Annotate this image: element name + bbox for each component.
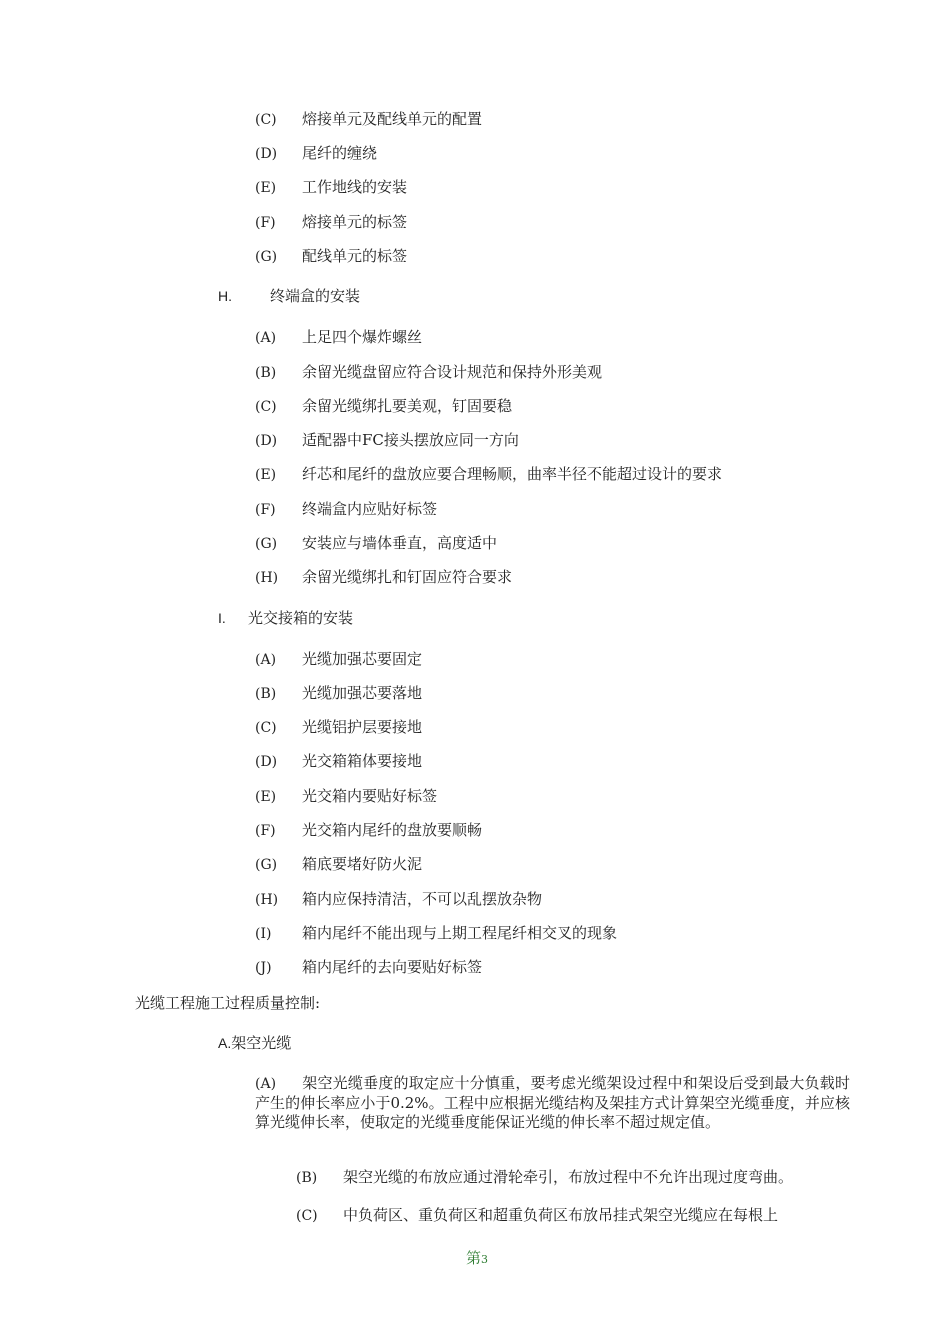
footer-label: 第 (466, 1249, 482, 1267)
list-text: 箱内尾纤不能出现与上期工程尾纤相交叉的现象 (302, 924, 618, 942)
list-text: 光交箱内要贴好标签 (302, 787, 438, 805)
list-item (255, 751, 422, 772)
paragraph-text: 中负荷区、重负荷区和超重负荷区布放吊挂式架空光缆应在每根上 (343, 1206, 779, 1224)
list-marker: (F) (255, 823, 276, 839)
list-text: 箱内尾纤的去向要贴好标签 (302, 958, 483, 976)
list-marker: (C) (255, 399, 277, 415)
list-marker: (A) (255, 652, 277, 668)
list-marker: (C) (255, 112, 277, 128)
list-text: 箱内应保持清洁，不可以乱摆放杂物 (302, 890, 543, 908)
list-item (255, 923, 617, 944)
list-item (255, 786, 437, 807)
list-text: 安装应与墙体垂直，高度适中 (302, 534, 498, 552)
list-item (255, 499, 437, 520)
list-item (255, 683, 422, 704)
list-text: 光缆加强芯要固定 (302, 650, 423, 668)
page-number: 3 (481, 1253, 489, 1266)
list-text: 上足四个爆炸螺丝 (302, 328, 423, 346)
list-item (255, 430, 519, 451)
section-heading-i (218, 608, 353, 628)
list-marker: (F) (255, 502, 276, 518)
list-marker: (G) (255, 857, 278, 873)
list-text: 适配器中FC接头摆放应同一方向 (302, 431, 519, 449)
list-text: 光缆加强芯要落地 (302, 684, 423, 702)
list-text: 纤芯和尾纤的盘放应要合理畅顺，曲率半径不能超过设计的要求 (302, 465, 723, 483)
section-title: 终端盒的安装 (270, 287, 361, 305)
list-marker: (G) (255, 249, 278, 265)
list-text: 熔接单元的标签 (302, 213, 408, 231)
paragraph-a (255, 1074, 850, 1132)
list-item (255, 143, 377, 164)
section-title: 架空光缆 (231, 1034, 292, 1052)
list-text: 配线单元的标签 (302, 247, 408, 265)
list-marker: (F) (255, 215, 276, 231)
list-item (255, 212, 407, 233)
list-item (255, 820, 482, 841)
list-text: 尾纤的缠绕 (302, 144, 378, 162)
section-heading-a (218, 1033, 291, 1053)
list-marker: (G) (255, 536, 278, 552)
list-item (255, 396, 512, 417)
list-item (255, 533, 497, 554)
list-text: 光缆铝护层要接地 (302, 718, 423, 736)
list-item (255, 109, 482, 130)
list-item (255, 567, 512, 588)
list-marker: (I) (255, 926, 272, 942)
list-text: 余留光缆绑扎要美观，钉固要稳 (302, 397, 513, 415)
list-text: 熔接单元及配线单元的配置 (302, 110, 483, 128)
list-marker: (E) (255, 467, 277, 483)
list-text: 光交箱箱体要接地 (302, 752, 423, 770)
list-marker: (D) (255, 754, 278, 770)
list-text: 余留光缆绑扎和钉固应符合要求 (302, 568, 513, 586)
section-marker: I. (218, 610, 226, 626)
paragraph-marker: (C) (296, 1208, 318, 1224)
list-item (255, 717, 422, 738)
paragraph-marker: (B) (296, 1170, 318, 1186)
list-marker: (C) (255, 720, 277, 736)
page-footer (466, 1247, 488, 1268)
paragraph-text: 架空光缆垂度的取定应十分慎重，要考虑光缆架设过程中和架设后受到最大负载时产生的伸长率应小于0.2%。工程中应根据光缆结构及架挂方式计算架空光缆垂度，并应核算光缆伸长率，使取定的光缆垂度能保证光缆的伸长率不超过规定值。 (255, 1074, 850, 1131)
list-item (255, 177, 407, 198)
paragraph-marker: (A) (255, 1076, 277, 1092)
list-marker: (B) (255, 365, 277, 381)
list-item (255, 246, 407, 267)
list-text: 箱底要堵好防火泥 (302, 855, 423, 873)
list-marker: (E) (255, 789, 277, 805)
paragraph-c (296, 1205, 778, 1226)
paragraph-b (296, 1167, 793, 1188)
list-marker: (H) (255, 892, 279, 908)
paragraph-text: 架空光缆的布放应通过滑轮牵引，布放过程中不允许出现过度弯曲。 (343, 1168, 794, 1186)
list-text: 终端盒内应贴好标签 (302, 500, 438, 518)
list-item (255, 362, 602, 383)
section-heading-h (218, 286, 360, 306)
list-marker: (J) (255, 960, 272, 976)
list-item (255, 889, 542, 910)
list-item (255, 957, 482, 978)
list-item (255, 327, 422, 348)
section-title: 光交接箱的安装 (248, 609, 354, 627)
list-text: 光交箱内尾纤的盘放要顺畅 (302, 821, 483, 839)
quality-heading: 光缆工程施工过程质量控制: (135, 994, 321, 1012)
list-marker: (E) (255, 180, 277, 196)
list-marker: (H) (255, 570, 279, 586)
list-marker: (D) (255, 146, 278, 162)
list-marker: (A) (255, 330, 277, 346)
section-marker: H. (218, 288, 232, 304)
list-marker: (B) (255, 686, 277, 702)
list-item (255, 464, 722, 485)
list-item (255, 854, 422, 875)
section-marker: A. (218, 1035, 232, 1051)
list-item (255, 649, 422, 670)
list-text: 工作地线的安装 (302, 178, 408, 196)
list-text: 余留光缆盘留应符合设计规范和保持外形美观 (302, 363, 603, 381)
list-marker: (D) (255, 433, 278, 449)
